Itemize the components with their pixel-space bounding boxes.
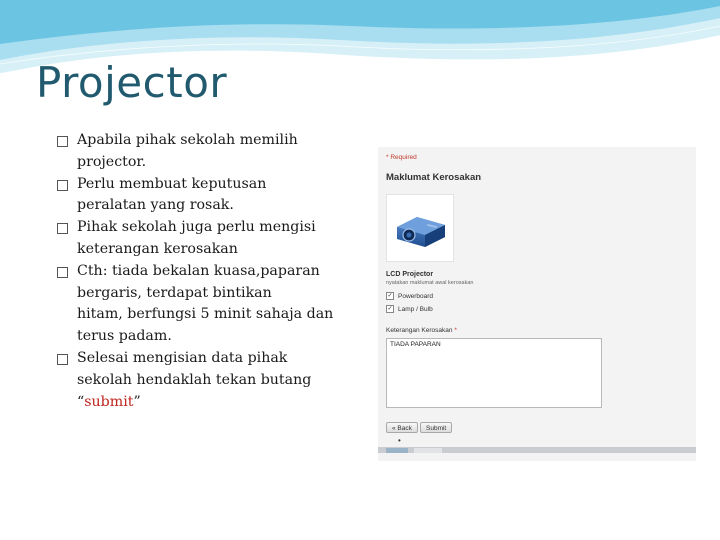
taskbar-strip [378, 447, 696, 453]
square-bullet-icon [57, 354, 68, 365]
bullet-dot: • [398, 436, 401, 445]
taskbar-tab[interactable] [414, 448, 442, 453]
submit-highlight: submit [84, 393, 134, 410]
product-name: LCD Projector [386, 271, 434, 278]
required-note: * Required [386, 154, 417, 161]
bullet-item: Apabila pihak sekolah memilih projector. [56, 130, 352, 174]
form-screenshot [378, 147, 696, 461]
checkbox-powerboard[interactable]: ✓ Powerboard [387, 292, 434, 300]
checkbox-lamp-bulb[interactable]: ✓ Lamp / Bulb [387, 305, 433, 313]
checkbox-checked-icon[interactable]: ✓ [387, 293, 393, 299]
projector-image[interactable] [386, 194, 454, 262]
bullet-item: Selesai mengisian data pihak sekolah hendaklah tekan butang “submit” [56, 348, 352, 413]
square-bullet-icon [57, 136, 68, 147]
remarks-label: Keterangan Kerosakan * [386, 327, 457, 334]
bullet-list [56, 130, 352, 413]
slide-title: Projector [36, 58, 228, 107]
submit-button[interactable]: Submit [420, 422, 452, 433]
bullet-item: Cth: tiada bekalan kuasa,paparan bergaris, terdapat bintikan hitam, berfungsi 5 minit sahaja dan terus padam. [56, 261, 352, 348]
back-button[interactable]: « Back [386, 422, 418, 433]
remarks-textarea[interactable] [386, 338, 602, 408]
projector-icon [387, 195, 453, 261]
product-hint: nyatakan maklumat awal kerosakan [386, 280, 474, 286]
bullet-item: Pihak sekolah juga perlu mengisi keterangan kerosakan [56, 217, 352, 261]
checkbox-checked-icon[interactable]: ✓ [387, 306, 393, 312]
taskbar-tab[interactable] [386, 448, 408, 453]
form-heading: Maklumat Kerosakan [386, 172, 482, 183]
square-bullet-icon [57, 223, 68, 234]
bullet-item: Perlu membuat keputusan peralatan yang rosak. [56, 174, 352, 218]
square-bullet-icon [57, 267, 68, 278]
square-bullet-icon [57, 180, 68, 191]
